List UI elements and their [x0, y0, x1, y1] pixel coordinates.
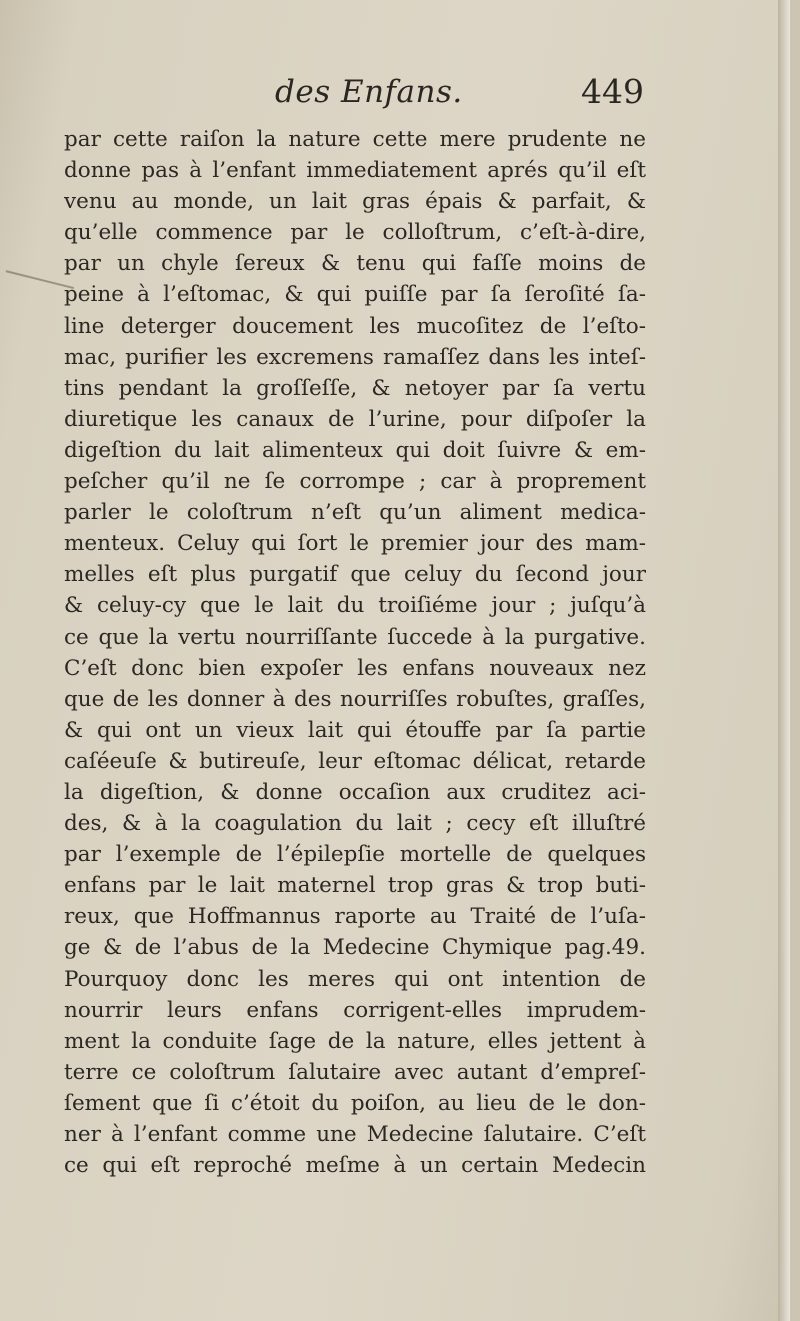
text-line: parler le coloſtrum n’eſt qu’un aliment medica-: [64, 500, 646, 526]
page-number: 449: [581, 72, 644, 111]
text-line: tins pendant la groſſeſſe, & netoyer par ſa vertu: [64, 375, 646, 401]
text-line: reux, que Hoffmannus raporte au Traité de l’uſa-: [64, 904, 646, 930]
text-line: la digeſtion, & donne occaſion aux cruditez aci-: [64, 779, 646, 805]
text-line: caſéeuſe & butireuſe, leur eſtomac délicat, retarde: [64, 748, 646, 774]
text-line: donne pas à l’enfant immediatement aprés qu’il eſt: [64, 158, 646, 184]
text-line: ge & de l’abus de la Medecine Chymique pag.49.: [64, 935, 646, 961]
text-line: digeſtion du lait alimenteux qui doit ſuivre & em-: [64, 437, 646, 463]
page-edge: [778, 0, 790, 1321]
text-line: venu au monde, un lait gras épais & parfait, &: [64, 189, 646, 215]
text-line: peſcher qu’il ne ſe corrompe ; car à proprement: [64, 469, 646, 495]
text-line: ment la conduite ſage de la nature, elles jettent à: [64, 1028, 646, 1054]
text-line: par l’exemple de l’épilepſie mortelle de quelques: [64, 842, 646, 868]
page-header: [60, 70, 650, 124]
text-line: ner à l’enfant comme une Medecine ſalutaire. C’eſt: [64, 1122, 646, 1147]
text-line: menteux. Celuy qui ſort le premier jour des mam-: [64, 531, 646, 557]
text-line: & celuy-cy que le lait du troiſiéme jour ; juſqu’à: [64, 593, 646, 619]
text-line: qu’elle commence par le colloſtrum, c’eſt-à-dire,: [64, 220, 646, 246]
body-text: [64, 124, 646, 1181]
text-line: des, & à la coagulation du lait ; cecy eſt illuſtré: [64, 811, 646, 837]
text-line: C’eſt donc bien expoſer les enfans nouveaux nez: [64, 655, 646, 681]
text-line: par un chyle ſereux & tenu qui faſſe moins de: [64, 251, 646, 277]
text-line: ſement que ſi c’étoit du poiſon, au lieu de le don-: [64, 1090, 646, 1116]
text-line: ce que la vertu nourriſſante ſuccede à la purgative.: [64, 624, 646, 650]
running-title: des Enfans.: [275, 74, 463, 110]
text-line: diuretique les canaux de l’urine, pour diſpoſer la: [64, 406, 646, 432]
text-line: par cette raiſon la nature cette mere prudente ne: [64, 127, 646, 152]
text-line: Pourquoy donc les meres qui ont intention de: [64, 966, 646, 992]
text-line: peine à l’eſtomac, & qui puiſſe par ſa ſeroſité ſa-: [64, 282, 646, 308]
text-line: ce qui eſt reproché meſme à un certain Medecin: [64, 1153, 646, 1179]
text-line: que de les donner à des nourriſſes robuſtes, graſſes,: [64, 686, 646, 712]
text-line: nourrir leurs enfans corrigent-elles imprudem-: [64, 997, 646, 1023]
text-line: melles eſt plus purgatif que celuy du ſecond jour: [64, 562, 646, 588]
text-line: & qui ont un vieux lait qui étouffe par ſa partie: [64, 717, 646, 743]
text-line: enfans par le lait maternel trop gras & trop buti-: [64, 873, 646, 899]
ink-mark: [0, 270, 74, 328]
text-line: line deterger doucement les mucoſitez de l’eſto-: [64, 313, 646, 339]
text-line: mac, purifier les excremens ramaſſez dans les inteſ-: [64, 344, 646, 370]
text-line: terre ce coloſtrum ſalutaire avec autant d’empreſ-: [64, 1059, 646, 1085]
